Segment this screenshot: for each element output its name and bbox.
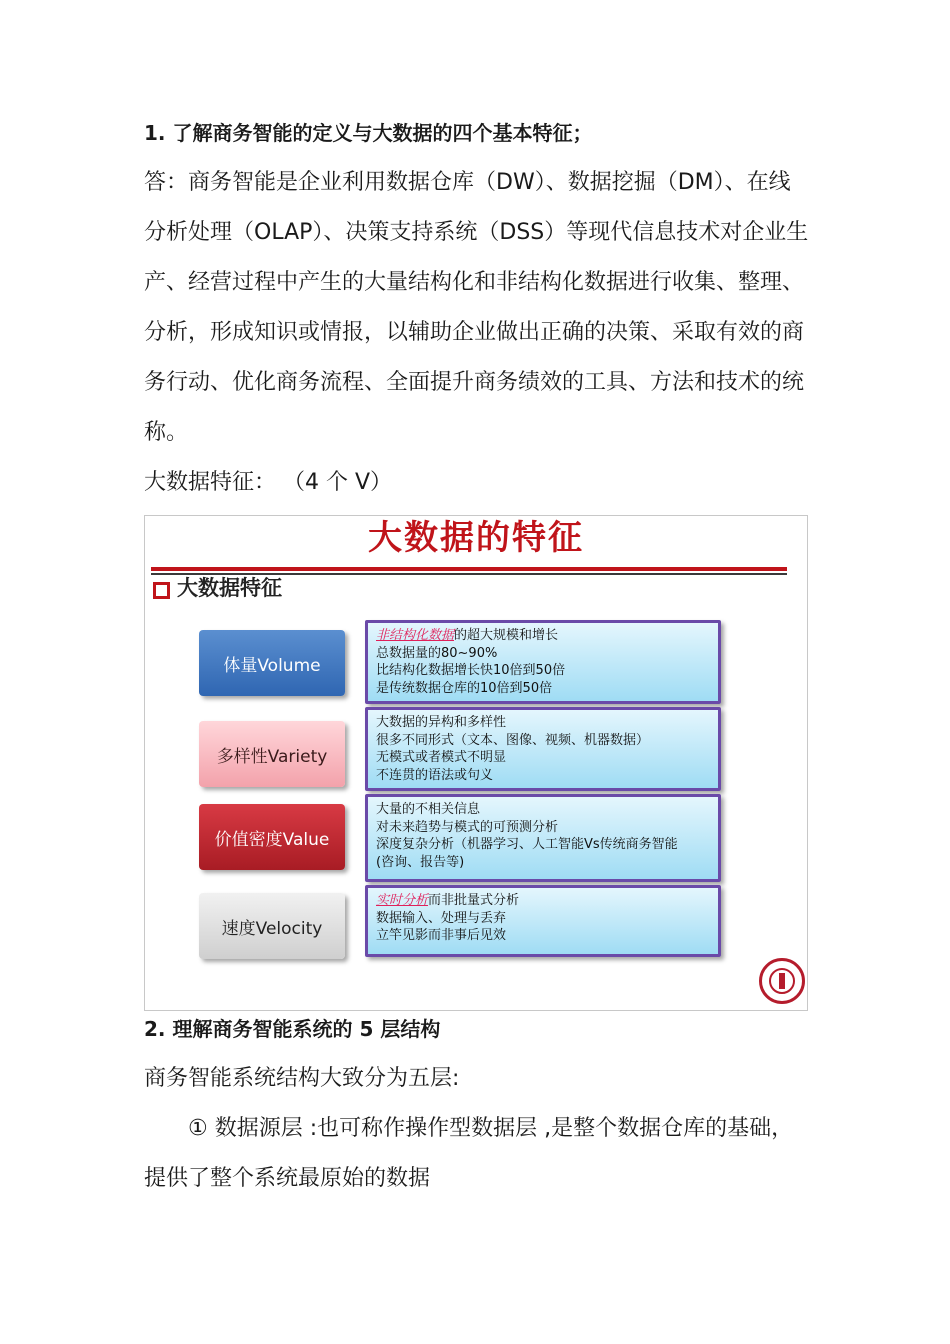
volume-label: 体量Volume [199,630,345,696]
square-bullet-icon [153,582,170,599]
desc-line: 深度复杂分析（机器学习、人工智能Vs传统商务智能 [376,837,678,852]
answer-line: 答：商务智能是企业利用数据仓库（DW）、数据挖掘（DM）、在线 [144,170,791,195]
desc-line: 大量的不相关信息 [376,802,481,817]
section-2 [144,1004,808,1204]
slide-divider [151,567,787,571]
value-description [365,794,721,882]
velocity-description [365,885,721,957]
section-1-heading: 1. 了解商务智能的定义与大数据的四个基本特征； [144,121,593,145]
desc-line: 比结构化数据增长快10倍到50倍 [376,663,566,678]
desc-line: 对未来趋势与模式的可预测分析 [376,819,559,835]
value-label: 价值密度Value [199,804,345,870]
answer-line: 务行动、优化商务流程、全面提升商务绩效的工具、方法和技术的统 [144,370,805,395]
desc-line: (咨询、报告等) [376,854,465,870]
volume-description [365,620,721,704]
section-1 [144,108,808,508]
variety-label: 多样性Variety [199,721,345,787]
slide-title: 大数据的特征 [368,518,584,558]
desc-line: 很多不同形式（文本、图像、视频、机器数据） [376,732,650,748]
desc-line: 数据输入、处理与丢弃 [376,910,507,926]
bigdata-slide-image [144,515,808,1011]
section-2-heading: 2. 理解商务智能系统的 5 层结构 [144,1017,441,1041]
list-item-continuation: 提供了整个系统最原始的数据 [144,1166,431,1191]
answer-line: 分析处理（OLAP）、决策支持系统（DSS）等现代信息技术对企业生 [144,220,809,245]
desc-text: 的超大规模和增长 [454,628,559,643]
slide-subtitle: 大数据特征 [177,575,282,600]
desc-line: 立竿见影而非事后见效 [376,928,507,943]
desc-line: 不连贯的语法或句义 [376,767,494,783]
list-item: ① 数据源层 :也可称作操作型数据层 ,是整个数据仓库的基础， [188,1116,794,1141]
desc-line: 是传统数据仓库的10倍到50倍 [376,680,553,696]
answer-line: 产、经营过程中产生的大量结构化和非结构化数据进行收集、整理、 [144,270,805,295]
answer-line: 称。 [144,420,189,445]
desc-line: 无模式或者模式不明显 [376,750,507,765]
variety-description [365,707,721,791]
desc-text: 而非批量式分析 [428,893,520,908]
section-2-intro: 商务智能系统结构大致分为五层: [144,1066,460,1091]
university-seal-icon [759,958,805,1004]
highlight-text: 实时分析 [376,893,429,908]
desc-line: 大数据的异构和多样性 [376,715,507,730]
bigdata-label: 大数据特征： （4 个 V） [144,470,393,495]
highlight-text: 非结构化数据 [376,628,455,643]
answer-line: 分析，形成知识或情报，以辅助企业做出正确的决策、采取有效的商 [144,320,805,345]
desc-line: 总数据量的80~90% [376,645,498,661]
velocity-label: 速度Velocity [199,893,345,959]
